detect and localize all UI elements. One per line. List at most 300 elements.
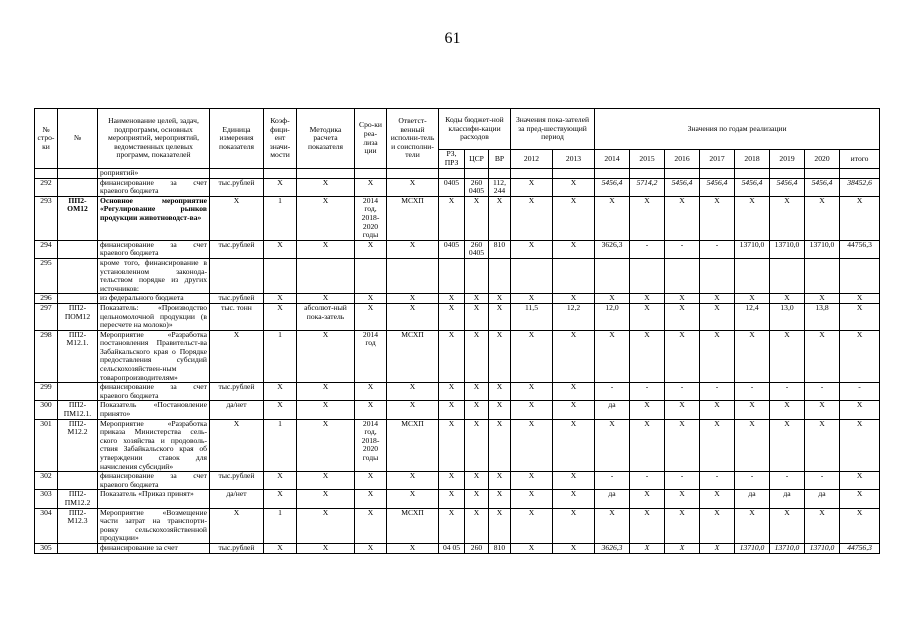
header-unit: Единица измерения показателя [210,109,264,169]
header-2019: 2019 [770,150,805,169]
value-cell: X [700,294,735,304]
rz-cell: X [439,419,465,472]
unit-cell: тыс. тонн [210,303,264,330]
csr-cell: X [465,294,489,304]
value-cell: X [630,419,665,472]
value-cell: X [700,419,735,472]
code-cell [58,543,98,553]
value-cell [770,258,805,293]
unit-cell: X [210,196,264,240]
table-row [35,196,880,240]
value-cell [630,169,665,179]
value-cell: X [511,543,553,553]
code-cell [58,294,98,304]
term-cell: X [355,178,387,196]
value-cell: X [595,419,630,472]
rz-cell: X [439,508,465,543]
header-name: Наименование целей, задач, подпрограмм, основных мероприятий, мероприятий, ведомственных целевых программ, показателей [98,109,210,169]
header-responsible: Ответст-венный исполни-тель и соисполни-тели [387,109,439,169]
csr-cell: X [465,401,489,419]
value-cell: X [700,330,735,383]
header-budget-codes: Коды бюджет-ной классифи-кации расходов [439,109,511,150]
responsible-cell: X [387,490,439,508]
value-cell: X [665,303,700,330]
value-cell: - [735,472,770,490]
value-cell: 13710,0 [735,240,770,258]
table-row [35,543,880,553]
value-cell: - [805,383,840,401]
term-cell: X [355,240,387,258]
rz-cell: X [439,294,465,304]
coefficient-cell: X [264,294,297,304]
value-cell: X [595,508,630,543]
row-number-cell: 304 [35,508,58,543]
term-cell: X [355,383,387,401]
method-cell: X [297,178,355,196]
value-cell: X [630,490,665,508]
value-cell: X [630,508,665,543]
value-cell [700,258,735,293]
value-cell: X [595,294,630,304]
value-cell: 5456,4 [805,178,840,196]
method-cell: X [297,383,355,401]
table-row [35,490,880,508]
code-cell: ПП2-М12.2 [58,419,98,472]
value-cell: да [805,490,840,508]
value-cell: - [770,383,805,401]
vr-cell: X [489,419,511,472]
responsible-cell: X [387,472,439,490]
method-cell: X [297,419,355,472]
value-cell: X [665,543,700,553]
value-cell: X [770,330,805,383]
value-cell [553,258,595,293]
value-cell: X [511,490,553,508]
row-number-cell: 300 [35,401,58,419]
term-cell: X [355,294,387,304]
row-number-cell: 297 [35,303,58,330]
value-cell: X [735,294,770,304]
value-cell: X [700,401,735,419]
responsible-cell: МСХП [387,508,439,543]
coefficient-cell: X [264,383,297,401]
value-cell: X [630,543,665,553]
method-cell: X [297,490,355,508]
code-cell [58,258,98,293]
value-cell: X [553,240,595,258]
vr-cell: X [489,303,511,330]
unit-cell: да/нет [210,401,264,419]
description-cell: финансирование за счет краевого бюджета [98,240,210,258]
header-2020: 2020 [805,150,840,169]
header-vr: ВР [489,150,511,169]
value-cell [553,169,595,179]
header-row-number: № стро-ки [35,109,58,169]
value-cell: - [665,383,700,401]
unit-cell [210,258,264,293]
code-cell: ПП2-М12.3 [58,508,98,543]
value-cell: X [511,383,553,401]
unit-cell [210,169,264,179]
value-cell: X [553,330,595,383]
coefficient-cell: X [264,401,297,419]
code-cell: ПП2-ПМ12.1. [58,401,98,419]
coefficient-cell: 1 [264,508,297,543]
value-cell: X [511,330,553,383]
total-cell: 38452,6 [840,178,880,196]
value-cell: X [700,490,735,508]
value-cell: X [511,401,553,419]
table-row [35,383,880,401]
value-cell: X [553,401,595,419]
total-cell: 44756,3 [840,543,880,553]
value-cell: - [770,472,805,490]
description-cell: Мероприятие «Разработка приказа Министерства сель-ского хозяйства и продоволь-ствия Забайкальского края об утверждении ставок для начисления субсидий» [98,419,210,472]
coefficient-cell: X [264,303,297,330]
coefficient-cell: X [264,472,297,490]
code-cell: ПП2-ПОМ12 [58,303,98,330]
rz-cell [439,169,465,179]
responsible-cell: X [387,294,439,304]
value-cell: X [665,419,700,472]
rz-cell: X [439,383,465,401]
value-cell: - [735,383,770,401]
total-cell: X [840,472,880,490]
value-cell: X [735,419,770,472]
total-cell: X [840,401,880,419]
value-cell: X [700,303,735,330]
header-term: Сро-ки реа-лиза ции [355,109,387,169]
unit-cell: X [210,419,264,472]
value-cell: X [511,240,553,258]
description-cell: финансирование за счет краевого бюджета [98,383,210,401]
value-cell: X [805,508,840,543]
term-cell: X [355,303,387,330]
description-cell: Показатель «Приказ принят» [98,490,210,508]
value-cell: X [665,330,700,383]
description-cell: Показатель: «Производство цельномолочной продукции (в пересчете на молоко)» [98,303,210,330]
total-cell [840,169,880,179]
value-cell: X [805,330,840,383]
row-number-cell: 294 [35,240,58,258]
table-row [35,330,880,383]
value-cell: - [665,240,700,258]
row-number-cell: 305 [35,543,58,553]
unit-cell: да/нет [210,490,264,508]
term-cell: X [355,401,387,419]
row-number-cell [35,169,58,179]
value-cell: 5456,4 [700,178,735,196]
value-cell: 12,4 [735,303,770,330]
table-row [35,294,880,304]
value-cell: 12,2 [553,303,595,330]
csr-cell: 260 0405 [465,178,489,196]
description-cell: финансирование за счет [98,543,210,553]
term-cell: X [355,490,387,508]
coefficient-cell: 1 [264,330,297,383]
value-cell: X [511,196,553,240]
header-number: № [58,109,98,169]
description-cell: Мероприятие «Разработка постановления Правительст-ва Забайкальского края о Порядке предоставления субсидий сельскохозяйствен-ным товаропроизводителям» [98,330,210,383]
coefficient-cell [264,169,297,179]
value-cell: X [665,490,700,508]
description-cell: Показатель «Постановление принято» [98,401,210,419]
csr-cell: 260 0405 [465,240,489,258]
coefficient-cell: X [264,240,297,258]
value-cell [735,258,770,293]
total-cell: X [840,330,880,383]
program-table [34,108,880,554]
value-cell: - [700,472,735,490]
coefficient-cell: 1 [264,196,297,240]
value-cell: 13710,0 [735,543,770,553]
responsible-cell: X [387,383,439,401]
row-number-cell: 299 [35,383,58,401]
csr-cell: X [465,472,489,490]
page-number: 61 [444,30,461,47]
value-cell: X [595,196,630,240]
total-cell: X [840,196,880,240]
value-cell: X [630,330,665,383]
vr-cell: X [489,196,511,240]
value-cell: 13710,0 [805,240,840,258]
value-cell: X [511,419,553,472]
header-years: Значения по годам реализации [595,109,880,150]
header-2015: 2015 [630,150,665,169]
value-cell: 3626,3 [595,240,630,258]
description-cell: роприятий» [98,169,210,179]
responsible-cell: X [387,240,439,258]
value-cell: 13710,0 [770,240,805,258]
row-number-cell: 293 [35,196,58,240]
header-total: итого [840,150,880,169]
csr-cell: 260 [465,543,489,553]
responsible-cell: X [387,303,439,330]
term-cell: X [355,543,387,553]
coefficient-cell: 1 [264,419,297,472]
responsible-cell [387,258,439,293]
value-cell: X [511,294,553,304]
row-number-cell: 303 [35,490,58,508]
header-2016: 2016 [665,150,700,169]
value-cell [665,258,700,293]
value-cell: 12,0 [595,303,630,330]
total-cell: X [840,508,880,543]
method-cell: X [297,543,355,553]
unit-cell: тыс.рублей [210,472,264,490]
unit-cell: тыс.рублей [210,240,264,258]
code-cell: ПП2-ПМ12.2 [58,490,98,508]
value-cell: X [553,472,595,490]
value-cell: - [595,472,630,490]
rz-cell: X [439,330,465,383]
header-2013: 2013 [553,150,595,169]
term-cell [355,169,387,179]
row-number-cell: 292 [35,178,58,196]
value-cell [770,169,805,179]
value-cell: X [770,196,805,240]
description-cell: Основное мероприятие «Регулирование рынков продукции животноводст-ва» [98,196,210,240]
total-cell [840,258,880,293]
rz-cell [439,258,465,293]
vr-cell [489,258,511,293]
method-cell [297,169,355,179]
value-cell: X [665,294,700,304]
responsible-cell [387,169,439,179]
rz-cell: X [439,303,465,330]
table-header [35,109,880,169]
value-cell: X [735,401,770,419]
code-cell [58,178,98,196]
value-cell [805,169,840,179]
method-cell: X [297,401,355,419]
value-cell: 13,8 [805,303,840,330]
unit-cell: X [210,330,264,383]
vr-cell: X [489,294,511,304]
value-cell: X [770,419,805,472]
total-cell: X [840,490,880,508]
csr-cell [465,169,489,179]
value-cell: 13710,0 [770,543,805,553]
method-cell: X [297,472,355,490]
value-cell: 5456,4 [770,178,805,196]
value-cell: - [665,472,700,490]
value-cell: - [595,383,630,401]
value-cell [511,258,553,293]
value-cell [595,169,630,179]
method-cell: X [297,240,355,258]
rz-cell: 04 05 [439,543,465,553]
table-row [35,472,880,490]
rz-cell: X [439,196,465,240]
term-cell: 2014 год, 2018-2020 годы [355,196,387,240]
value-cell: 5714,2 [630,178,665,196]
code-cell: ПП2-ОМ12 [58,196,98,240]
value-cell: 5456,4 [595,178,630,196]
rz-cell: X [439,401,465,419]
csr-cell: X [465,303,489,330]
value-cell: X [630,303,665,330]
unit-cell: X [210,508,264,543]
rz-cell: X [439,490,465,508]
coefficient-cell: X [264,490,297,508]
value-cell [700,169,735,179]
csr-cell: X [465,419,489,472]
csr-cell: X [465,383,489,401]
csr-cell: X [465,490,489,508]
value-cell: X [553,419,595,472]
row-number-cell: 295 [35,258,58,293]
value-cell: X [630,401,665,419]
value-cell: X [553,490,595,508]
value-cell: X [630,294,665,304]
vr-cell [489,169,511,179]
vr-cell: 112, 244 [489,178,511,196]
value-cell: - [700,383,735,401]
method-cell: X [297,196,355,240]
value-cell: 13710,0 [805,543,840,553]
value-cell: X [511,472,553,490]
value-cell [665,169,700,179]
coefficient-cell: X [264,543,297,553]
header-2017: 2017 [700,150,735,169]
value-cell: да [735,490,770,508]
total-cell: X [840,419,880,472]
header-csr: ЦСР [465,150,489,169]
method-cell: X [297,508,355,543]
unit-cell: тыс.рублей [210,294,264,304]
description-cell: из федерального бюджета [98,294,210,304]
unit-cell: тыс.рублей [210,383,264,401]
value-cell: - [630,240,665,258]
unit-cell: тыс.рублей [210,178,264,196]
table-row [35,240,880,258]
value-cell: X [511,508,553,543]
value-cell [735,169,770,179]
header-2014: 2014 [595,150,630,169]
responsible-cell: МСХП [387,196,439,240]
method-cell [297,258,355,293]
vr-cell: X [489,330,511,383]
row-number-cell: 302 [35,472,58,490]
value-cell: - [805,472,840,490]
value-cell: X [553,294,595,304]
value-cell: X [553,196,595,240]
value-cell: X [665,401,700,419]
method-cell: абсолют-ный пока-затель [297,303,355,330]
coefficient-cell: X [264,178,297,196]
value-cell: X [553,543,595,553]
value-cell: 3626,3 [595,543,630,553]
value-cell: - [630,472,665,490]
value-cell [595,258,630,293]
value-cell: 13,0 [770,303,805,330]
table-body [35,169,880,554]
table-row [35,419,880,472]
value-cell: X [735,508,770,543]
value-cell: X [553,508,595,543]
header-2012: 2012 [511,150,553,169]
value-cell: да [595,490,630,508]
value-cell: X [735,196,770,240]
code-cell [58,240,98,258]
csr-cell: X [465,196,489,240]
header-rz: РЗ, ПРЗ [439,150,465,169]
responsible-cell: X [387,543,439,553]
value-cell: X [700,543,735,553]
method-cell: X [297,294,355,304]
row-number-cell: 298 [35,330,58,383]
term-cell: 2014 год [355,330,387,383]
value-cell: X [630,196,665,240]
value-cell: X [805,401,840,419]
vr-cell: 810 [489,543,511,553]
value-cell: X [665,508,700,543]
vr-cell: 810 [489,240,511,258]
value-cell: X [805,419,840,472]
vr-cell: X [489,490,511,508]
value-cell: 11,5 [511,303,553,330]
value-cell: X [805,196,840,240]
responsible-cell: МСХП [387,330,439,383]
header-method: Методика расчета показателя [297,109,355,169]
description-cell: финансирование за счет краевого бюджета [98,178,210,196]
value-cell: 5456,4 [735,178,770,196]
total-cell: 44756,3 [840,240,880,258]
csr-cell: X [465,330,489,383]
code-cell [58,472,98,490]
value-cell: X [553,178,595,196]
